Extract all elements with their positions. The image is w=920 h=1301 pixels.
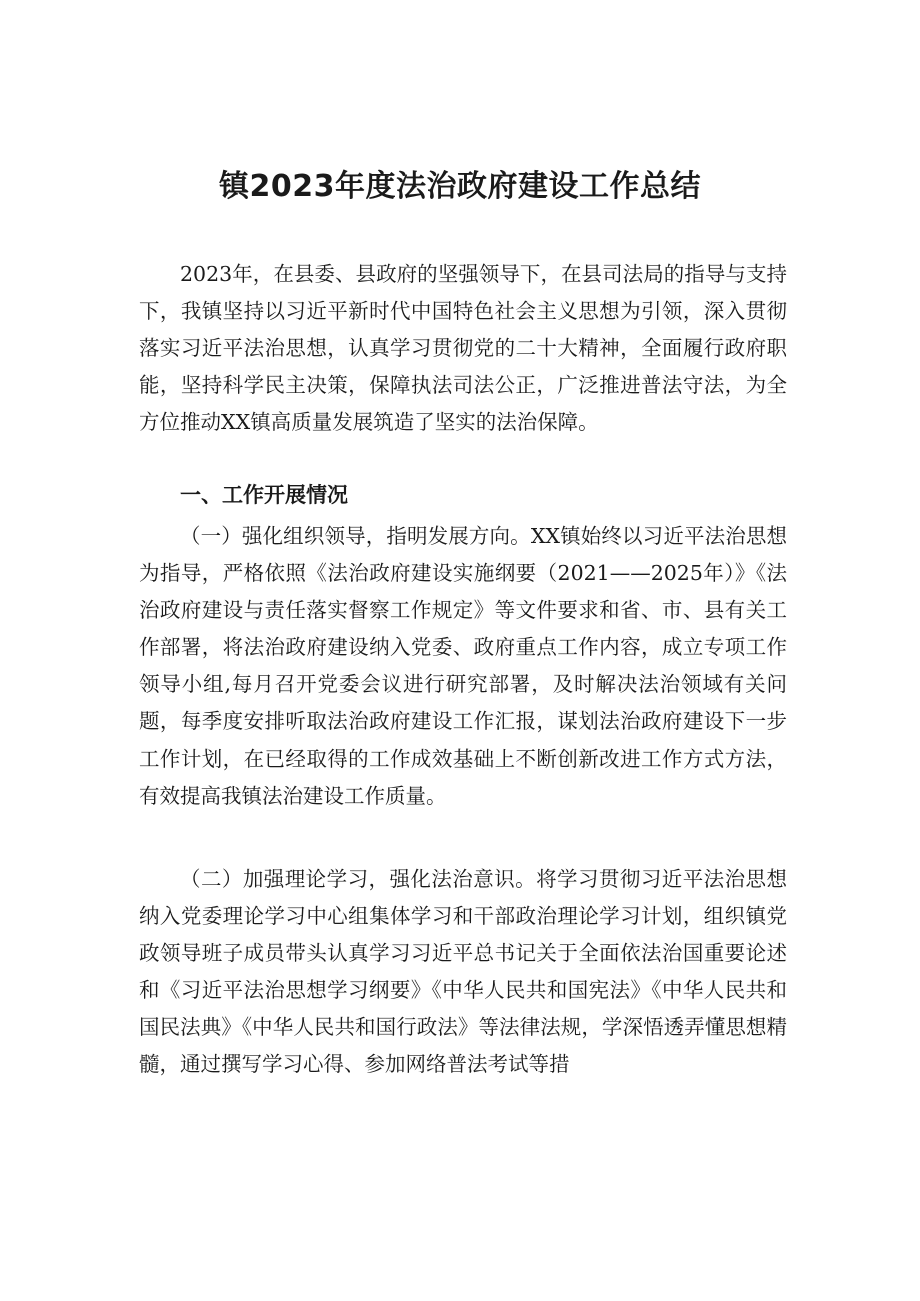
- intro-paragraph: 2023年，在县委、县政府的坚强领导下，在县司法局的指导与支持下，我镇坚持以习近平新时代中国特色社会主义思想为引领，深入贯彻落实习近平法治思想，认真学习贯彻党的二十大精神，全面履行政府职能，坚持科学民主决策，保障执法司法公正，广泛推进普法守法，为全方位推动XX镇高质量发展筑造了坚实的法治保障。: [139, 262, 787, 435]
- section-paragraph-2: （二）加强理论学习，强化法治意识。将学习贯彻习近平法治思想纳入党委理论学习中心组集体学习和干部政治理论学习计划，组织镇党政领导班子成员带头认真学习习近平总书记关于全面依法治国重要论述和《习近平法治思想学习纲要》《中华人民共和国宪法》《中华人民共和国民法典》《中华人民共和国行政法》等法律法规，学深悟透弄懂思想精髓，通过撰写学习心得、参加网络普法考试等措: [139, 867, 787, 1077]
- section-heading: 一、工作开展情况: [180, 483, 348, 507]
- document-title: 镇2023年度法治政府建设工作总结: [219, 169, 701, 204]
- section-paragraph-1: （一）强化组织领导，指明发展方向。XX镇始终以习近平法治思想为指导，严格依照《法治政府建设实施纲要（2021——2025年）》《法治政府建设与责任落实督察工作规定》等文件要求和省、市、县有关工作部署，将法治政府建设纳入党委、政府重点工作内容，成立专项工作领导小组,每月召开党委会议进行研究部署，及时解决法治领域有关问题，每季度安排听取法治政府建设工作汇报，谋划法治政府建设下一步工作计划，在已经取得的工作成效基础上不断创新改进工作方式方法，有效提高我镇法治建设工作质量。: [139, 524, 787, 808]
